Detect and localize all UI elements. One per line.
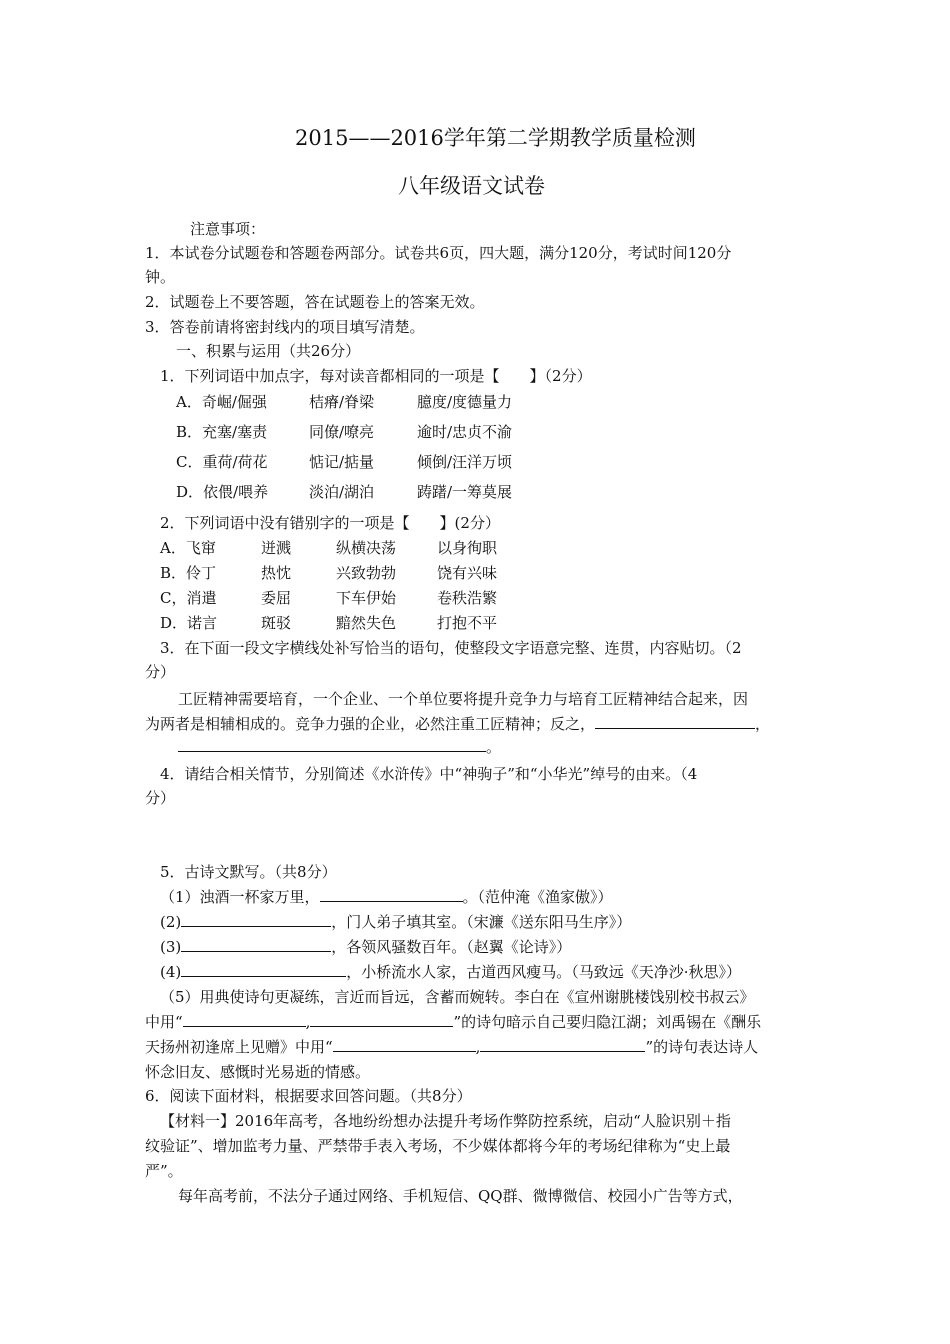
option-part: D．诺言 bbox=[160, 614, 218, 632]
poem-text: 天扬州初逢席上见赠》中用“ bbox=[145, 1038, 333, 1056]
question-5-line-3 bbox=[160, 936, 571, 958]
option-part: 倾倒/汪洋万顷 bbox=[417, 453, 513, 471]
paragraph-text: 。 bbox=[486, 738, 502, 756]
answer-blank[interactable] bbox=[181, 936, 331, 952]
question-5-line-5-cont bbox=[145, 1011, 761, 1033]
option-part: 卷秩浩繁 bbox=[437, 589, 498, 607]
option-part: 以身徇职 bbox=[437, 539, 498, 557]
question-2-option-a bbox=[160, 537, 497, 559]
option-part: A．奇崛/倔强 bbox=[176, 393, 267, 411]
option-part: B．充塞/塞责 bbox=[176, 423, 268, 441]
poem-text: 中用“ bbox=[145, 1013, 183, 1031]
option-part: 臆度/度德量力 bbox=[417, 393, 513, 411]
poem-text: ，各领风骚数百年。（赵翼《论诗》） bbox=[331, 938, 572, 956]
question-2-option-b bbox=[160, 562, 497, 584]
poem-text: , bbox=[305, 1013, 311, 1031]
question-5-line-2 bbox=[160, 911, 631, 933]
option-part: 下车伊始 bbox=[336, 589, 397, 607]
answer-blank[interactable] bbox=[181, 961, 346, 977]
question-4-stem-cont: 分） bbox=[145, 789, 176, 807]
material-1-cont-2: 严”。 bbox=[145, 1162, 183, 1180]
poem-text: (3) bbox=[160, 938, 182, 956]
poem-text: ，门人弟子填其室。（宋濂《送东阳马生序》） bbox=[331, 913, 632, 931]
material-1-cont: 纹验证”、增加监考力量、严禁带手表入考场，不少媒体都将今年的考场纪律称为“史上最 bbox=[145, 1137, 731, 1155]
option-part: C．重荷/荷花 bbox=[176, 453, 268, 471]
option-part: 委屈 bbox=[261, 589, 292, 607]
question-6-stem: 6．阅读下面材料，根据要求回答问题。（共8分） bbox=[145, 1087, 472, 1105]
option-part: 同僚/嘹亮 bbox=[309, 423, 375, 441]
question-2-option-d bbox=[160, 612, 497, 634]
option-part: A．飞窜 bbox=[160, 539, 216, 557]
answer-blank[interactable] bbox=[480, 1036, 645, 1052]
answer-blank[interactable] bbox=[320, 886, 463, 902]
question-1-option-a bbox=[176, 391, 512, 413]
question-2-option-c bbox=[160, 587, 497, 609]
notice-item-1: 1．本试卷分试题卷和答题卷两部分。试卷共6页，四大题，满分120分，考试时间120分 bbox=[145, 244, 732, 262]
option-part: 淡泊/湖泊 bbox=[309, 483, 375, 501]
poem-text: ”的诗句表达诗人 bbox=[645, 1038, 759, 1056]
option-part: C，消遣 bbox=[160, 589, 217, 607]
answer-blank[interactable] bbox=[178, 736, 486, 752]
question-5-line-4 bbox=[160, 961, 741, 983]
section-heading: 一、积累与运用（共26分） bbox=[176, 342, 361, 360]
question-5-line-1 bbox=[160, 886, 613, 908]
poem-text: （1）浊酒一杯家万里， bbox=[160, 888, 320, 906]
question-5-stem: 5．古诗文默写。（共8分） bbox=[160, 863, 337, 881]
option-part: 纵横决荡 bbox=[336, 539, 397, 557]
notice-heading: 注意事项： bbox=[190, 220, 266, 238]
paragraph-text: 为两者是相辅相成的。竞争力强的企业，必然注重工匠精神；反之， bbox=[145, 715, 596, 733]
question-3-stem: 3．在下面一段文字横线处补写恰当的语句，使整段文字语意完整、连贯，内容贴切。（2 bbox=[160, 639, 742, 657]
answer-blank[interactable] bbox=[310, 1011, 453, 1027]
option-part: 迸溅 bbox=[261, 539, 292, 557]
poem-text: (4) bbox=[160, 963, 182, 981]
question-5-line-5-cont-2 bbox=[145, 1036, 758, 1058]
option-part: 桔瘠/脊梁 bbox=[309, 393, 375, 411]
option-part: 踌躇/一筹莫展 bbox=[417, 483, 513, 501]
option-part: 斑驳 bbox=[261, 614, 292, 632]
paragraph-text: ， bbox=[755, 715, 771, 733]
option-part: 热忱 bbox=[261, 564, 292, 582]
question-1-option-d bbox=[176, 481, 512, 503]
question-3-paragraph-end bbox=[178, 736, 501, 758]
question-1-stem: 1．下列词语中加点字，每对读音都相同的一项是【 】（2分） bbox=[160, 367, 592, 385]
option-part: 兴致勃勃 bbox=[336, 564, 397, 582]
question-5-line-5: （5）用典使诗句更凝练，言近而旨远，含蓄而婉转。李白在《宣州谢朓楼饯别校书叔云》 bbox=[160, 988, 755, 1006]
poem-text: ，小桥流水人家，古道西风瘦马。（马致远《天净沙·秋思》） bbox=[346, 963, 742, 981]
notice-item-2: 2．试题卷上不要答题，答在试题卷上的答案无效。 bbox=[145, 293, 485, 311]
option-part: D．依偎/喂养 bbox=[176, 483, 269, 501]
option-part: 饶有兴味 bbox=[437, 564, 498, 582]
question-3-stem-cont: 分） bbox=[145, 663, 176, 681]
answer-blank[interactable] bbox=[181, 911, 331, 927]
exam-subtitle: 八年级语文试卷 bbox=[398, 174, 545, 198]
question-3-paragraph: 工匠精神需要培育，一个企业、一个单位要将提升竞争力与培育工匠精神结合起来，因 bbox=[178, 690, 749, 708]
option-part: 逾时/忠贞不渝 bbox=[417, 423, 513, 441]
poem-text: , bbox=[475, 1038, 481, 1056]
option-part: 打抱不平 bbox=[437, 614, 498, 632]
question-4-stem: 4．请结合相关情节，分别简述《水浒传》中“神驹子”和“小华光”绰号的由来。（4 bbox=[160, 765, 698, 783]
material-1-para-2: 每年高考前，不法分子通过网络、手机短信、QQ群、微博微信、校园小广告等方式， bbox=[178, 1187, 743, 1205]
answer-blank[interactable] bbox=[183, 1011, 306, 1027]
poem-text: (2) bbox=[160, 913, 182, 931]
notice-item-3: 3．答卷前请将密封线内的项目填写清楚。 bbox=[145, 318, 425, 336]
poem-text: ”的诗句暗示自己要归隐江湖；刘禹锡在《酬乐 bbox=[453, 1013, 762, 1031]
exam-title: 2015——2016学年第二学期教学质量检测 bbox=[295, 126, 696, 150]
question-1-option-c bbox=[176, 451, 512, 473]
question-3-paragraph-cont bbox=[145, 713, 770, 735]
question-2-stem: 2．下列词语中没有错别字的一项是【 】(2分） bbox=[160, 514, 500, 532]
answer-blank[interactable] bbox=[333, 1036, 476, 1052]
notice-item-1-cont: 钟。 bbox=[145, 268, 176, 286]
option-part: B．伶丁 bbox=[160, 564, 217, 582]
option-part: 黯然失色 bbox=[336, 614, 397, 632]
poem-text: 。（范仲淹《渔家傲》） bbox=[462, 888, 613, 906]
question-5-line-5-end: 怀念旧友、感慨时光易逝的情感。 bbox=[145, 1063, 371, 1081]
option-part: 惦记/掂量 bbox=[309, 453, 375, 471]
question-1-option-b bbox=[176, 421, 512, 443]
material-1: 【材料一】2016年高考，各地纷纷想办法提升考场作弊防控系统，启动“人脸识别＋指 bbox=[160, 1112, 731, 1130]
answer-blank[interactable] bbox=[595, 713, 755, 729]
